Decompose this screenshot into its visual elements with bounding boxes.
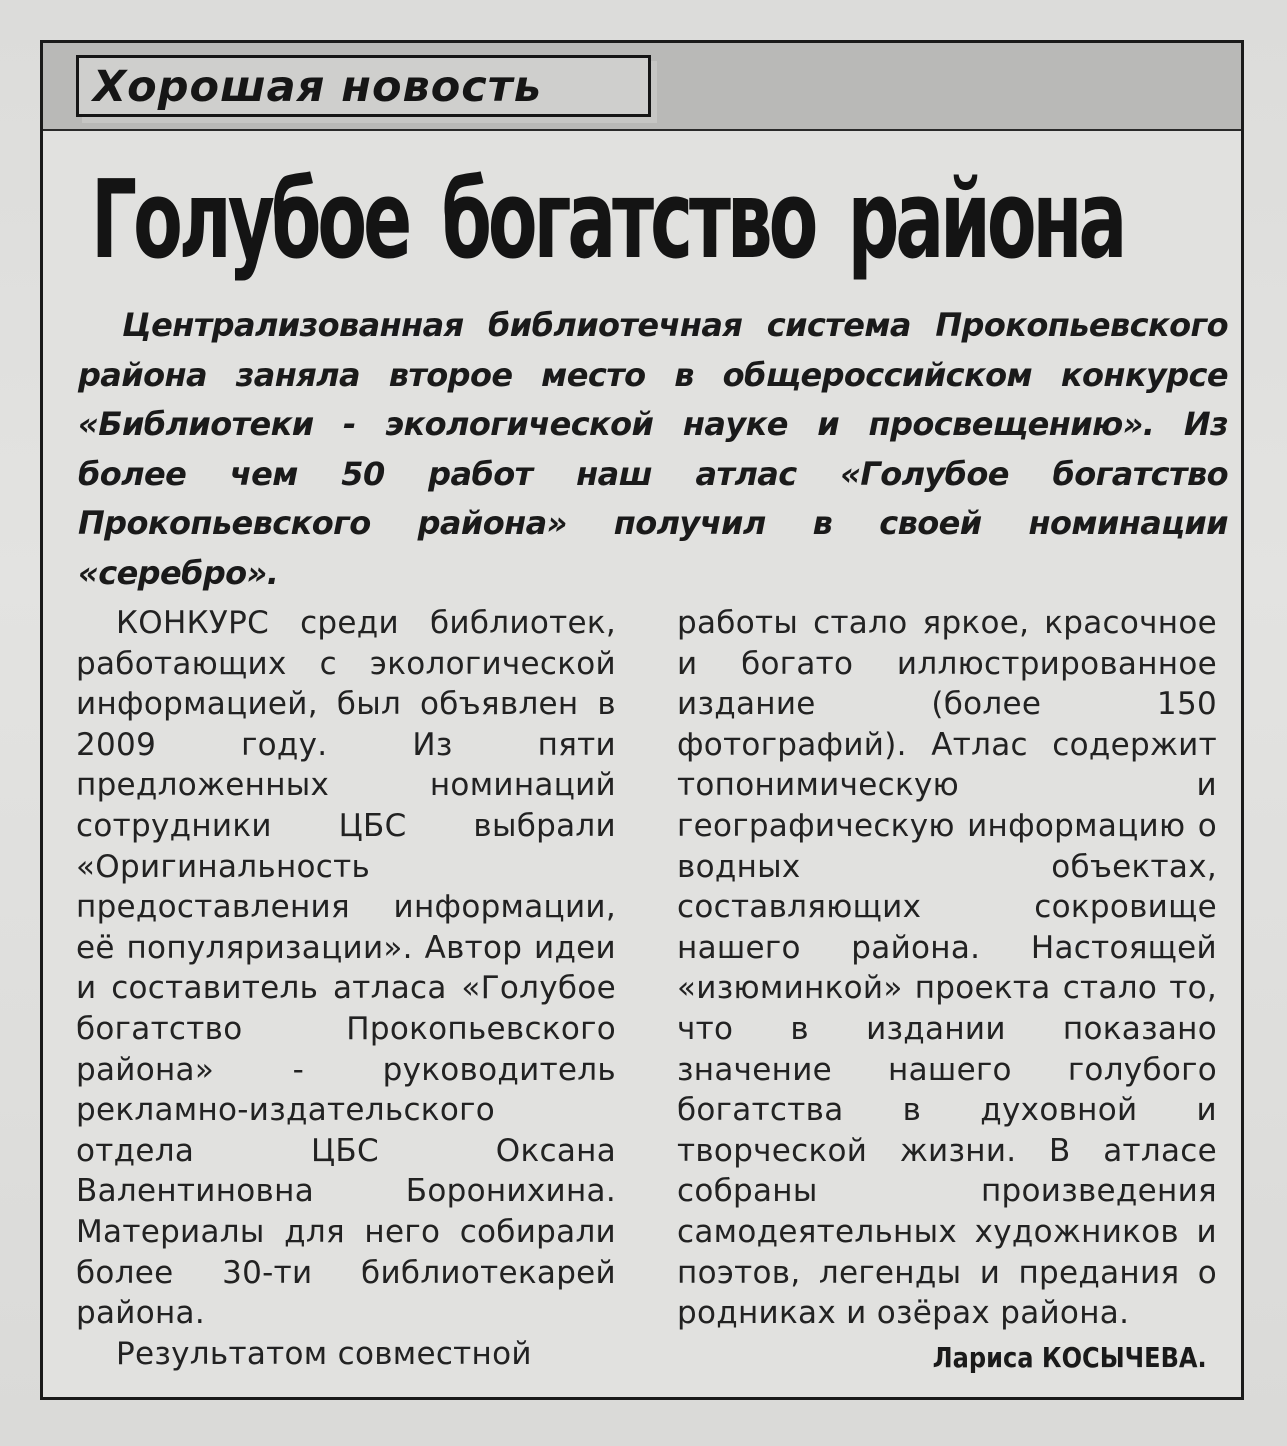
right-column [677,603,1217,1334]
rubric-label: Хорошая новость [93,62,542,112]
paragraph: КОНКУРС среди библиотек, работающих с экологической информацией, был объявлен в 2009 году. Из пяти предложенных номинаций сотрудники ЦБС выбрали «Оригинальность предоставления информации, её популяризации». Автор идеи и составитель атласа «Голубое богатство Прокопьевского района» - руководитель рекламно-издательского отдела ЦБС Оксана Валентиновна Боронихина. Материалы для него собирали более 30-ти библиотекарей района. [76,605,616,1332]
header-band [43,43,1241,131]
paragraph: работы стало яркое, красочное и богато иллюстрированное издание (более 150 фотографий). Атлас содержит топонимическую и географическую информацию о водных объектах, составляющих сокровище нашего района. Настоящей «изюминкой» проекта стало то, что в издании показано значение нашего голубого богатства в духовной и творческой жизни. В атласе собраны произведения самодеятельных художников и поэтов, легенды и предания о родниках и озёрах района. [677,605,1217,1332]
article-lead: Централизованная библиотечная система Прокопьевского района заняла второе место в общероссийском конкурсе «Библиотеки - экологической науке и просвещению». Из более чем 50 работ наш атлас «Голубое богатство Прокопьевского района» получил в своей номинации «серебро». [78,306,1228,592]
left-column [76,603,616,1374]
rubric-box [76,55,651,117]
author-signature: Лариса КОСЫЧЕВА. [932,1341,1207,1374]
article-frame [40,40,1244,1400]
article-headline: Голубое богатство района [91,158,1124,283]
paragraph: Результатом совместной [116,1335,532,1372]
